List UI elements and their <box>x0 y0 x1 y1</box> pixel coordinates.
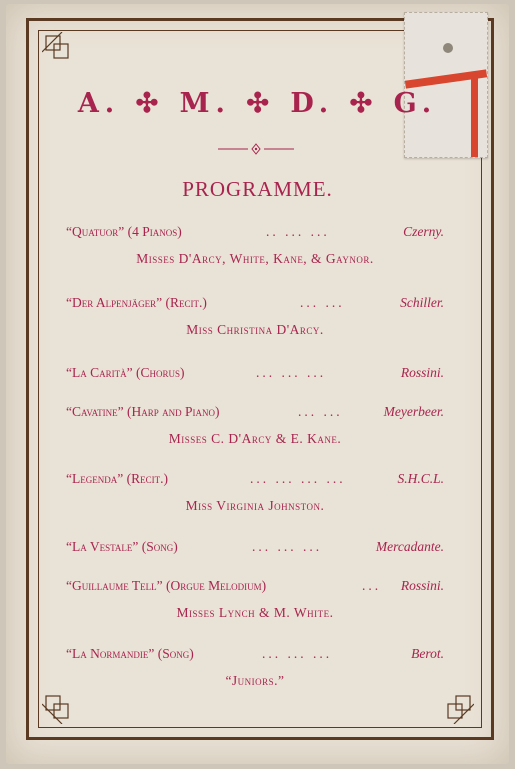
piece-title: “Cavatine” (Harp and Piano) <box>66 404 220 419</box>
performers: Misses C. D'Arcy & E. Kane. <box>168 431 342 446</box>
leader-dots: .. ... ... <box>266 224 330 239</box>
composer-name: Meyerbeer. <box>383 404 444 419</box>
pin-hole <box>443 43 453 53</box>
performers: Misses Lynch & M. White. <box>176 605 334 620</box>
piece-title: “La Carità” (Chorus) <box>66 365 185 380</box>
piece-title: “Legenda” (Recit.) <box>66 471 168 486</box>
programme-item <box>66 404 444 447</box>
programme-item <box>66 365 444 383</box>
programme-item <box>66 295 444 338</box>
leader-dots: ... ... ... ... <box>250 471 346 486</box>
leader-dots: ... ... ... <box>262 646 333 661</box>
composer-name: Berot. <box>411 646 444 661</box>
composer-name: Rossini. <box>400 578 444 593</box>
leader-dots: ... ... ... <box>256 365 327 380</box>
piece-title: “Quatuor” (4 Pianos) <box>66 224 182 239</box>
performers: Miss Virginia Johnston. <box>185 498 325 513</box>
piece-title: “Guillaume Tell” (Orgue Melodium) <box>66 578 267 593</box>
corner-ornament-bottom-right-icon <box>438 688 474 724</box>
corner-ornament-bottom-left-icon <box>42 688 78 724</box>
composer-name: Mercadante. <box>375 539 444 554</box>
programme-item <box>66 578 444 621</box>
programme-item <box>66 539 444 557</box>
performers: Miss Christina D'Arcy. <box>186 322 324 337</box>
performers: Misses D'Arcy, White, Kane, & Gaynor. <box>136 251 374 266</box>
programme-item <box>66 646 444 689</box>
leader-dots: ... <box>362 578 382 593</box>
piece-title: “Der Alpenjäger” (Recit.) <box>66 295 207 310</box>
programme-item <box>66 224 444 267</box>
leader-dots: ... ... <box>300 295 345 310</box>
corner-ornament-top-left-icon <box>42 32 78 68</box>
programme-item <box>66 471 444 514</box>
flourish-divider-icon <box>218 143 294 155</box>
piece-title: “La Vestale” (Song) <box>66 539 178 554</box>
performers: “Juniors.” <box>225 673 285 688</box>
programme-title: PROGRAMME. <box>182 177 333 201</box>
composer-name: Schiller. <box>400 295 444 310</box>
attached-stamp <box>404 12 488 158</box>
leader-dots: ... ... ... <box>252 539 323 554</box>
monogram-header: A. ✣ M. ✣ D. ✣ G. <box>77 88 438 119</box>
piece-title: “La Normandie” (Song) <box>66 646 194 661</box>
composer-name: Rossini. <box>400 365 444 380</box>
leader-dots: ... ... <box>298 404 343 419</box>
composer-name: Czerny. <box>403 224 444 239</box>
composer-name: S.H.C.L. <box>397 471 444 486</box>
